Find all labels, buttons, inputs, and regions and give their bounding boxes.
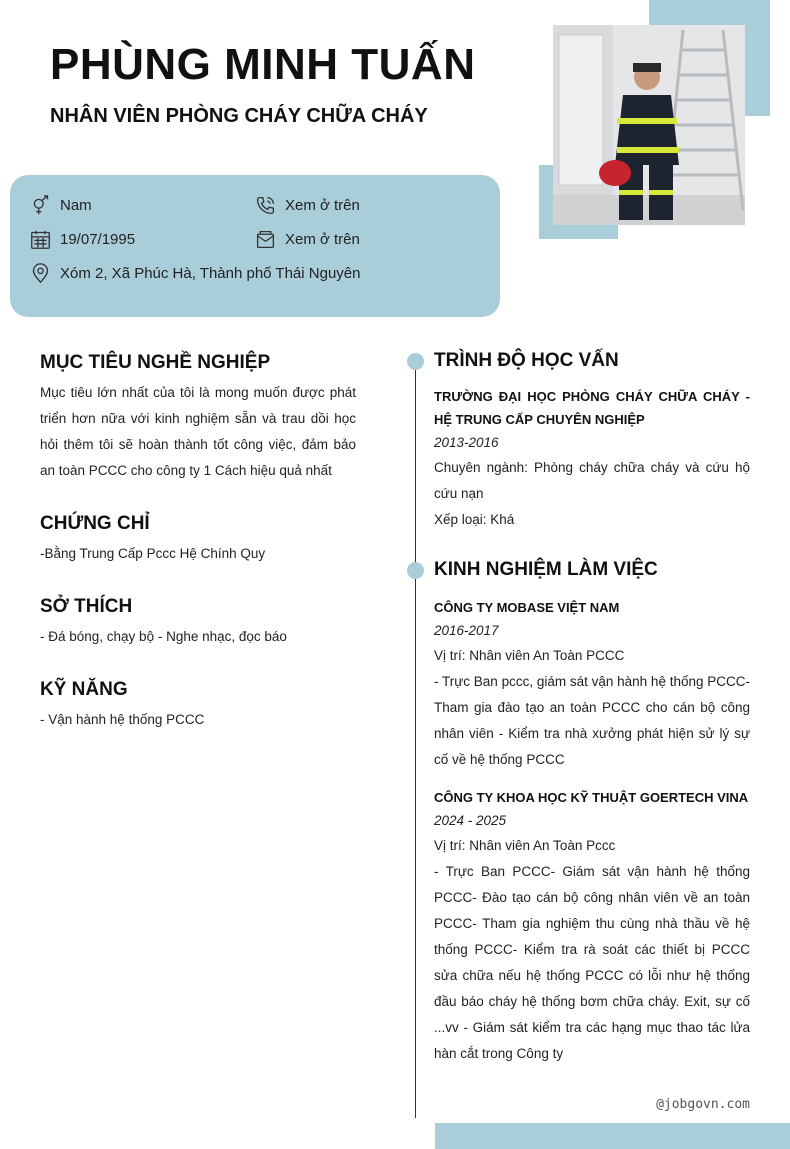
job-description: - Trực Ban pccc, giám sát vận hành hệ thống PCCC- Tham gia đào tạo an toàn PCCC cho cán bộ công nhân viên - Kiểm tra nhà xưởng phát hiện sử lý sự cố về hệ thống PCCC [434,674,750,767]
job-period: 2024 - 2025 [434,813,507,828]
email-value: Xem ở trên [285,231,360,248]
job-position: Vị trí: Nhân viên An Toàn Pccc [434,838,616,853]
education-timeline-dot [407,353,424,370]
education-grade: Xếp loại: Khá [434,512,515,527]
phone-value: Xem ở trên [285,197,360,214]
watermark: @jobgovn.com [656,1097,750,1112]
footer-bar [435,1123,790,1149]
job-entry [434,786,750,1067]
firefighter-photo-icon [553,25,745,225]
info-phone [255,195,360,216]
timeline-line [415,361,416,1118]
info-birthdate [30,229,135,250]
email-icon [255,229,276,250]
certificates-section [40,513,370,567]
education-period: 2013-2016 [434,435,499,450]
job-entry [434,596,750,773]
profile-photo [553,25,745,225]
certificates-text: -Bằng Trung Cấp Pccc Hệ Chính Quy [40,546,266,561]
objective-text: Mục tiêu lớn nhất của tôi là mong muốn được phát triển hơn nữa với kinh nghiệm sẵn và trau dồi học hỏi thêm tôi sẽ hoàn thành tốt công việc, đảm bảo an toàn PCCC cho công ty 1 Cách hiệu quả nhất [40,385,356,478]
job-company: CÔNG TY KHOA HỌC KỸ THUẬT GOERTECH VINA [434,790,749,805]
info-address [30,263,360,284]
birthdate-value: 19/07/1995 [60,231,136,248]
job-description: - Trực Ban PCCC- Giám sát vận hành hệ thống PCCC- Đào tạo cán bộ công nhân viên về an toàn PCCC- Tham gia nghiệm thu cùng nhà thầu về hệ thống PCCC- Kiểm tra rà soát các thiết bị PCCC sửa chữa nếu hệ thống PCCC có lỗi như hệ thống đầu báo cháy hệ thống bơm chữa cháy. Exit, sự cố ...vv - Giám sát kiểm tra các hạng mục thao tác lửa hàn cắt trong Công ty [434,864,750,1061]
experience-timeline-dot [407,562,424,579]
skills-title: KỸ NĂNG [40,679,128,700]
phone-icon [255,195,276,216]
personal-info-box [10,175,500,317]
objective-title: MỤC TIÊU NGHỀ NGHIỆP [40,352,271,373]
education-section [434,350,750,533]
experience-section [434,559,750,1067]
skills-section [40,679,370,733]
experience-title: KINH NGHIỆM LÀM VIỆC [434,559,658,580]
education-school: TRƯỜNG ĐẠI HỌC PHÒNG CHÁY CHỮA CHÁY - HỆ TRUNG CẤP CHUYÊN NGHIỆP [434,389,750,427]
objective-section [40,352,356,484]
gender-value: Nam [60,197,92,214]
info-email [255,229,360,250]
hobbies-title: SỞ THÍCH [40,596,133,617]
info-gender [30,195,92,216]
skills-text: - Vận hành hệ thống PCCC [40,712,205,727]
location-pin-icon [30,263,51,284]
gender-icon [30,195,51,216]
job-position: Vị trí: Nhân viên An Toàn PCCC [434,648,625,663]
candidate-name: PHÙNG MINH TUẤN [50,40,476,89]
job-company: CÔNG TY MOBASE VIỆT NAM [434,600,620,615]
certificates-title: CHỨNG CHỈ [40,513,150,534]
education-major: Chuyên ngành: Phòng cháy chữa cháy và cứu hộ cứu nạn [434,460,750,501]
address-value: Xóm 2, Xã Phúc Hà, Thành phố Thái Nguyên [60,265,361,282]
job-period: 2016-2017 [434,623,499,638]
hobbies-section [40,596,370,650]
calendar-icon [30,229,51,250]
job-title: NHÂN VIÊN PHÒNG CHÁY CHỮA CHÁY [50,105,428,127]
education-title: TRÌNH ĐỘ HỌC VẤN [434,350,619,371]
hobbies-text: - Đá bóng, chạy bộ - Nghe nhạc, đọc báo [40,629,287,644]
